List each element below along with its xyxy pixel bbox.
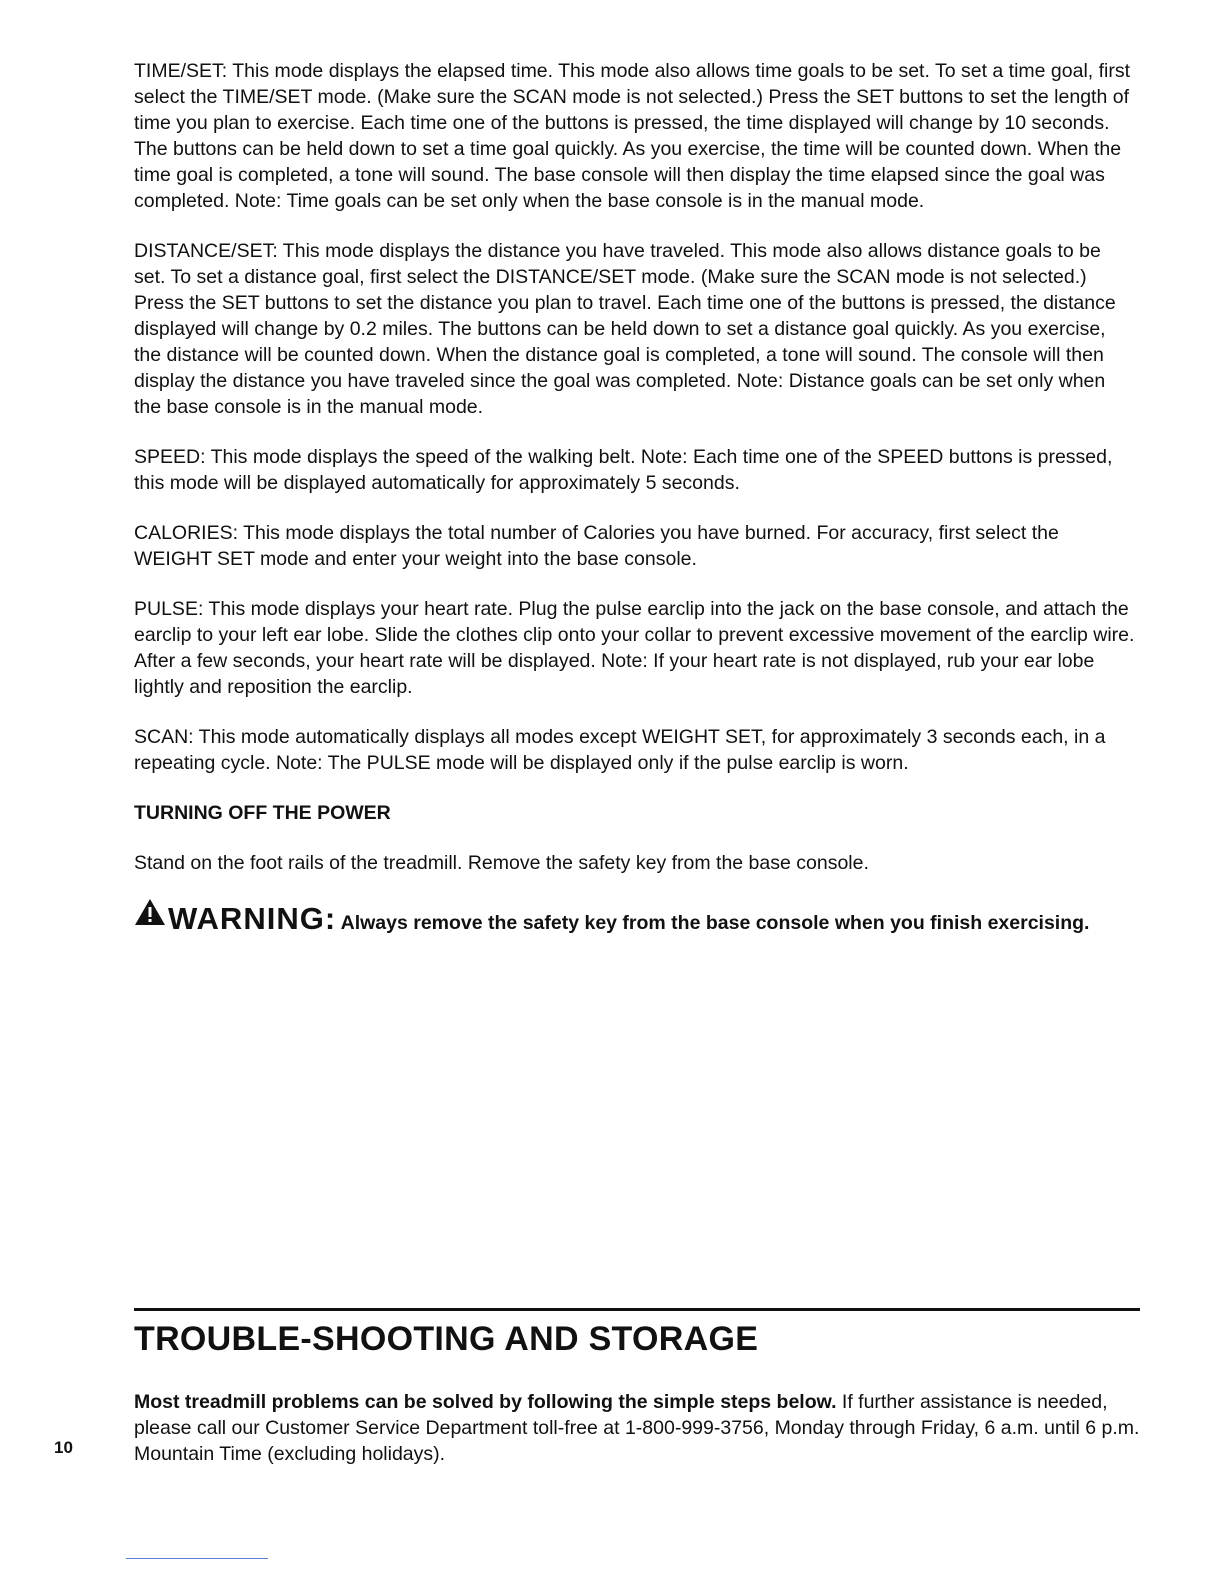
trouble-shooting-section	[134, 1308, 1140, 1467]
trouble-shooting-lead: Most treadmill problems can be solved by following the simple steps below.	[134, 1391, 837, 1413]
section-title: TROUBLE-SHOOTING AND STORAGE	[134, 1320, 759, 1358]
trouble-shooting-intro	[134, 1389, 1140, 1467]
manual-content	[134, 58, 1136, 938]
safety-warning	[134, 900, 1136, 938]
time-set-paragraph: TIME/SET: This mode displays the elapsed time. This mode also allows time goals to be set. To set a time goal, first select the TIME/SET mode. (Make sure the SCAN mode is not selected.) Press the SET buttons to set the length of time you plan to exercise. Each time one of the buttons is pressed, the time displayed will change by 10 seconds. The buttons can be held down to set a time goal quickly. As you exercise, the time will be counted down. When the time goal is completed, a tone will sound. The base console will then display the time elapsed since the goal was completed. Note: Time goals can be set only when the base console is in the manual mode.	[134, 60, 1131, 212]
scan-paragraph: SCAN: This mode automatically displays all modes except WEIGHT SET, for approximately 3 seconds each, in a repeating cycle. Note: The PULSE mode will be displayed only if the pulse earclip is worn.	[134, 726, 1106, 774]
turning-off-power-heading: TURNING OFF THE POWER	[134, 802, 391, 824]
calories-paragraph: CALORIES: This mode displays the total number of Calories you have burned. For accuracy, first select the WEIGHT SET mode and enter your weight into the base console.	[134, 522, 1059, 570]
footer-divider	[126, 1558, 268, 1559]
warning-label: WARNING:	[168, 901, 337, 936]
page-number: 10	[54, 1438, 73, 1457]
warning-text: Always remove the safety key from the base console when you finish exercising.	[340, 912, 1090, 934]
distance-set-paragraph: DISTANCE/SET: This mode displays the distance you have traveled. This mode also allows distance goals to be set. To set a distance goal, first select the DISTANCE/SET mode. (Make sure the SCAN mode is not selected.) Press the SET buttons to set the distance you plan to travel. Each time one of the buttons is pressed, the distance displayed will change by 0.2 miles. The buttons can be held down to set a distance goal quickly. As you exercise, the distance will be counted down. When the distance goal is completed, a tone will sound. The console will then display the distance you have traveled since the goal was completed. Note: Distance goals can be set only when the base console is in the manual mode.	[134, 240, 1116, 418]
warning-triangle-icon	[134, 898, 166, 926]
pulse-paragraph: PULSE: This mode displays your heart rate. Plug the pulse earclip into the jack on the base console, and attach the earclip to your left ear lobe. Slide the clothes clip onto your collar to prevent excessive movement of the earclip wire. After a few seconds, your heart rate will be displayed. Note: If your heart rate is not displayed, rub your ear lobe lightly and reposition the earclip.	[134, 598, 1135, 698]
trouble-shooting-body: If further assistance is needed, please call our Customer Service Department toll-free at 1-800-999-3756, Monday through Friday, 6 a.m. until 6 p.m. Mountain Time (excluding holidays).	[134, 1391, 1140, 1465]
speed-paragraph: SPEED: This mode displays the speed of the walking belt. Note: Each time one of the SPEED buttons is pressed, this mode will be displayed automatically for approximately 5 seconds.	[134, 446, 1113, 494]
power-off-instruction: Stand on the foot rails of the treadmill. Remove the safety key from the base console.	[134, 852, 869, 874]
section-divider	[134, 1308, 1140, 1311]
